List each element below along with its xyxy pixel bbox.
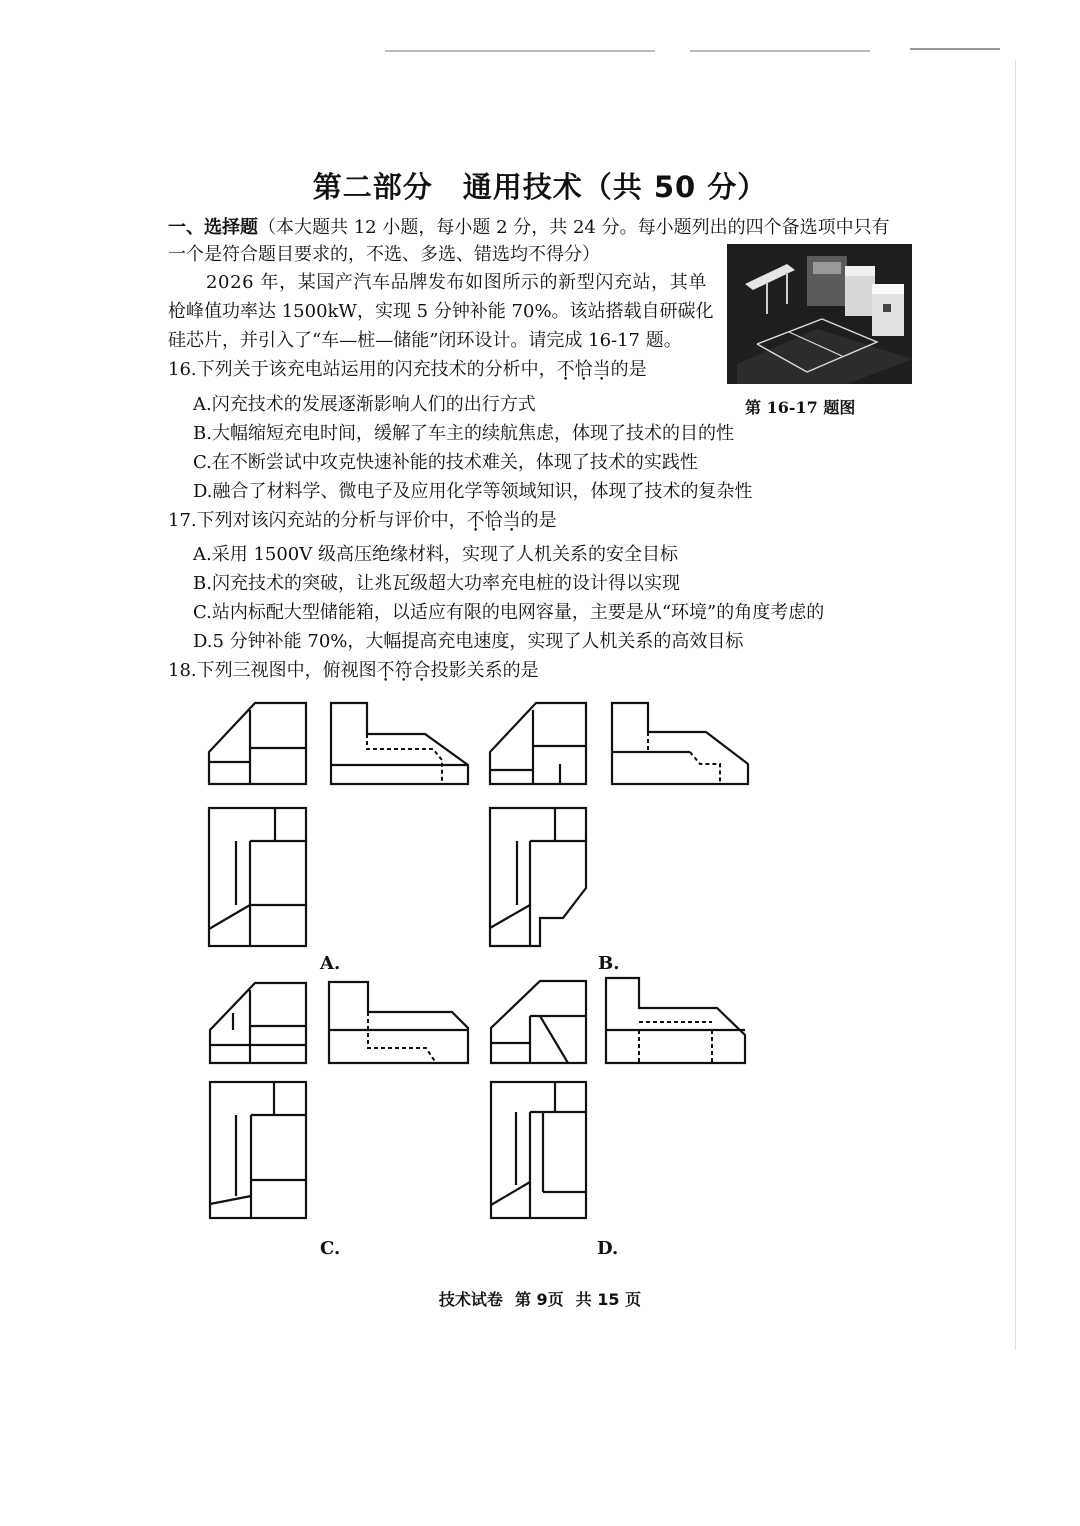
instructions-line2: 一个是符合题目要求的，不选、多选、错选均不得分）	[168, 244, 600, 265]
q16-option-a: A.闪充技术的发展逐渐影响人们的出行方式	[193, 394, 536, 415]
q17-option-b: B.闪充技术的突破，让兆瓦级超大功率充电桩的设计得以实现	[193, 573, 680, 594]
q17-option-a: A.采用 1500V 级高压绝缘材料，实现了人机关系的安全目标	[193, 544, 678, 565]
footer-subject: 技术试卷	[438, 1290, 503, 1309]
intro-line1: 2026 年，某国产汽车品牌发布如图所示的新型闪充站，其单	[206, 272, 707, 293]
intro-line3: 硅芯片，并引入了“车—桩—储能”闭环设计。请完成 16-17 题。	[168, 330, 682, 351]
option-a-label: A.	[320, 953, 341, 974]
q16-option-b: B.大幅缩短充电时间，缓解了车主的续航焦虑，体现了技术的目的性	[193, 423, 734, 444]
emphasis-char: 不	[556, 359, 575, 380]
option-b-label: B.	[598, 953, 620, 974]
q18-stem-text: 18.下列三视图中，俯视图	[168, 660, 377, 681]
q17-stem-suffix: 的是	[520, 510, 557, 531]
emphasis-char: 当	[502, 510, 521, 531]
option-d-drawing	[491, 978, 745, 1218]
intro-line2: 枪峰值功率达 1500kW，实现 5 分钟补能 70%。该站搭载自研碳化	[168, 301, 714, 322]
emphasis-char: 恰	[484, 510, 503, 531]
footer-total: 共 15 页	[575, 1290, 642, 1309]
q17-option-d: D.5 分钟补能 70%，大幅提高充电速度，实现了人机关系的高效目标	[193, 631, 744, 652]
q17-stem-text: 17.下列对该闪充站的分析与评价中，	[168, 510, 467, 531]
page-footer	[0, 1287, 1080, 1310]
emphasis-char: 不	[466, 510, 485, 531]
emphasis-char: 不	[376, 660, 395, 681]
option-a-drawing	[209, 703, 468, 946]
emphasis-char: 合	[412, 660, 431, 681]
emphasis-char: 恰	[574, 359, 593, 380]
q17-option-c: C.站内标配大型储能箱，以适应有限的电网容量，主要是从“环境”的角度考虑的	[193, 602, 825, 623]
q16-stem-text: 16.下列关于该充电站运用的闪充技术的分析中，	[168, 359, 557, 380]
q18-stem-suffix: 投影关系的是	[430, 660, 539, 681]
option-d-label: D.	[597, 1238, 619, 1259]
instructions-line1: （本大题共 12 小题，每小题 2 分，共 24 分。每小题列出的四个备选项中只有	[258, 217, 890, 238]
section-heading: 一、选择题	[168, 217, 258, 238]
q16-option-c: C.在不断尝试中攻克快速补能的技术难关，体现了技术的实践性	[193, 452, 698, 473]
figure-caption: 第 16-17 题图	[745, 398, 856, 417]
page-title: 第二部分 通用技术（共 50 分）	[312, 170, 768, 204]
option-c-label: C.	[320, 1238, 341, 1259]
q16-stem-suffix: 的是	[610, 359, 647, 380]
option-c-drawing	[210, 982, 468, 1218]
q16-option-d: D.融合了材料学、微电子及应用化学等领域知识，体现了技术的复杂性	[193, 481, 753, 502]
emphasis-char: 符	[394, 660, 413, 681]
option-b-drawing	[490, 703, 748, 946]
emphasis-char: 当	[592, 359, 611, 380]
footer-page: 第 9页	[514, 1290, 564, 1309]
